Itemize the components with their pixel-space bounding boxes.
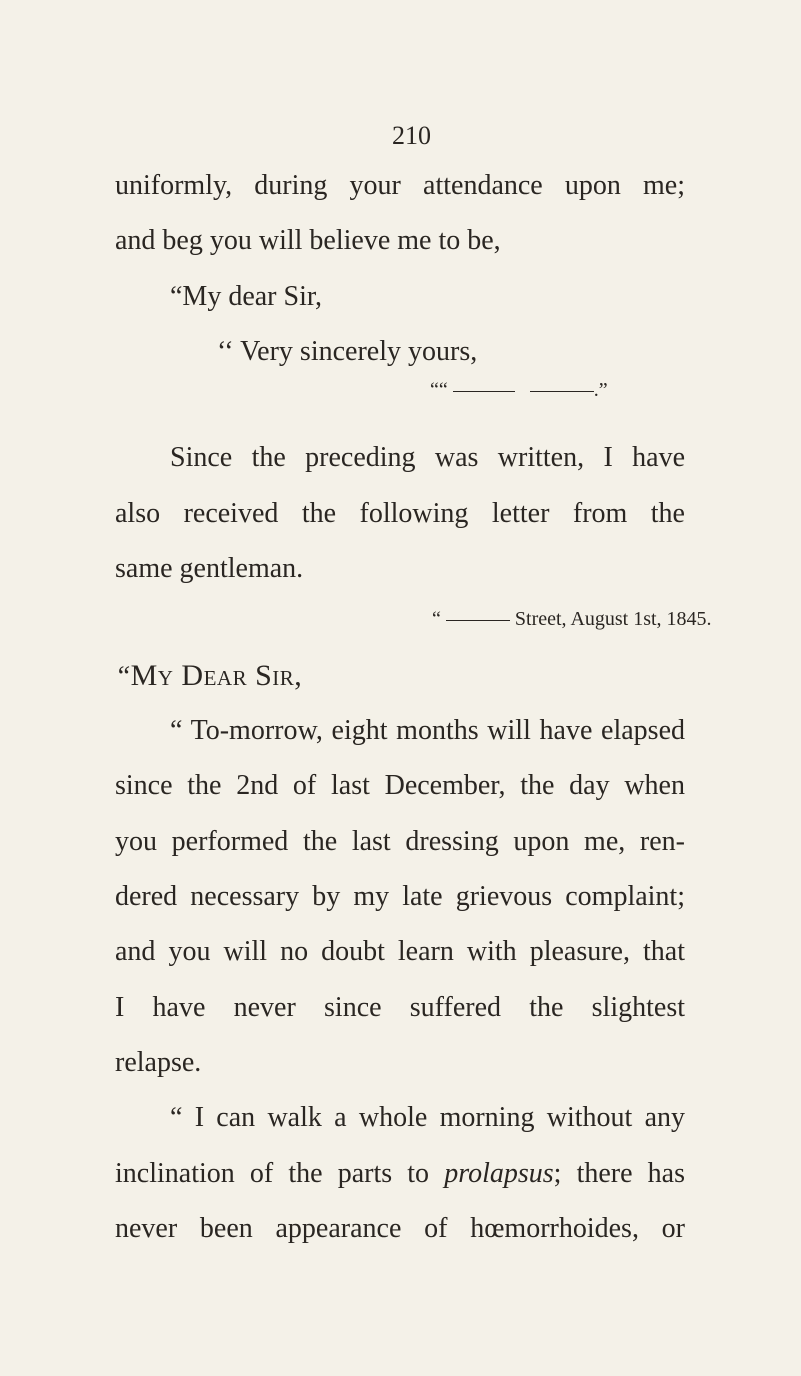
text-line [115, 1156, 685, 1192]
text-line: you performed the last dressing upon me, ren- [115, 826, 685, 857]
text-line: “ To-morrow, eight months will have elapsed [170, 715, 685, 746]
text-line: and beg you will believe me to be, [115, 225, 501, 256]
dateline-text: Street, August 1st, 1845. [514, 608, 712, 630]
dateline-open-quote: “ [432, 608, 441, 630]
street-blank [446, 620, 510, 621]
text-line: and you will no doubt learn with pleasure, that [115, 936, 685, 967]
text-line: relapse. [115, 1047, 202, 1078]
page-number: 210 [392, 121, 431, 150]
text-line: ‘‘ Very sincerely yours, [217, 336, 478, 367]
text-line: since the 2nd of last December, the day when [115, 770, 685, 801]
text-line: also received the following letter from the [115, 498, 685, 529]
salutation-text: My Dear Sir, [130, 659, 303, 692]
signature-line [430, 372, 608, 408]
text-line: “My dear Sir, [170, 281, 323, 312]
text-line: never been appearance of hœmorrhoides, or [115, 1213, 685, 1244]
letter-dateline [432, 601, 712, 637]
signature-blank [530, 391, 594, 392]
text-line: I have never since suffered the slightest [115, 992, 685, 1023]
text-line: same gentleman. [115, 553, 304, 584]
signature-close-quote: .” [593, 379, 608, 401]
salutation-quote: “ [115, 661, 131, 692]
text-fragment: ; there has [553, 1158, 686, 1189]
text-line: dered necessary by my late grievous complaint; [115, 881, 685, 912]
italic-term: prolapsus [444, 1158, 554, 1189]
text-fragment: inclination of the parts to [115, 1158, 445, 1189]
text-line: uniformly, during your attendance upon me; [115, 170, 685, 201]
text-line: Since the preceding was written, I have [170, 442, 685, 473]
text-line: “ I can walk a whole morning without any [170, 1102, 685, 1133]
signature-blank [453, 391, 515, 392]
signature-open-quote: ““ [430, 379, 448, 401]
salutation [115, 658, 302, 695]
